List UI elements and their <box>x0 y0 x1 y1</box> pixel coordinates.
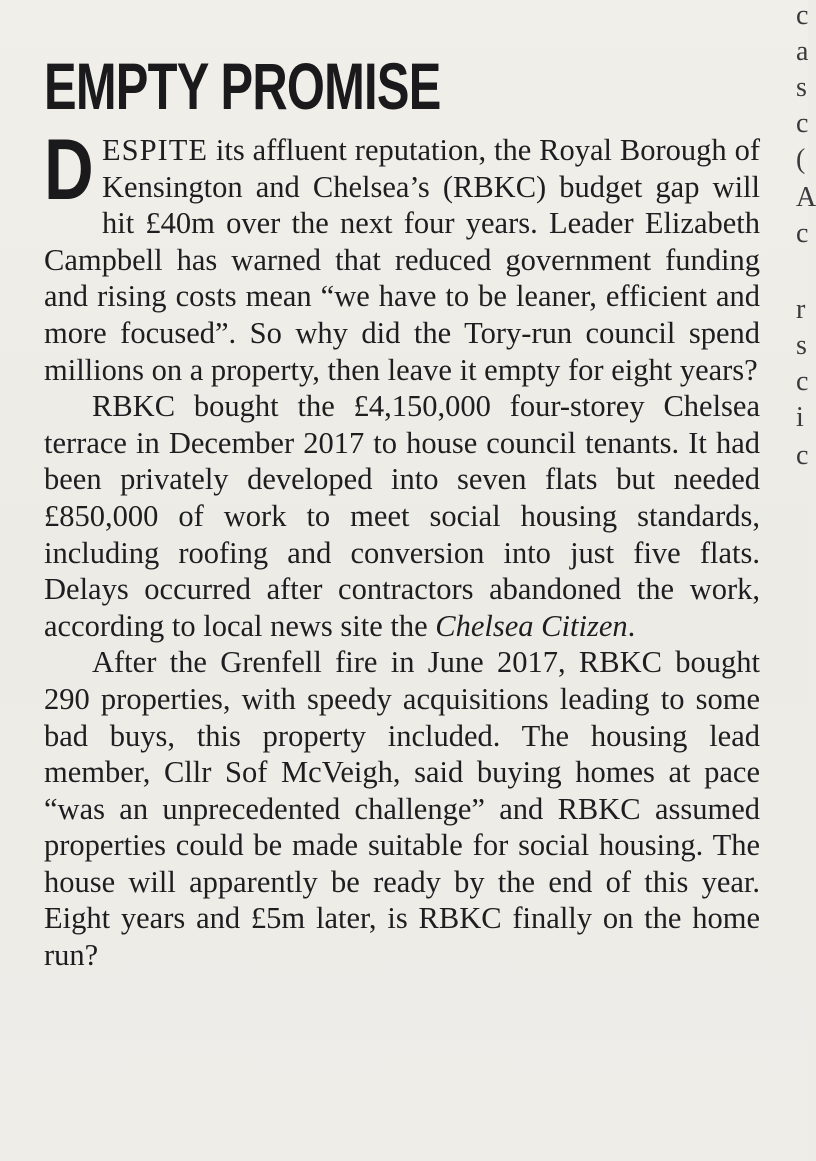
adjacent-fragment: c <box>796 366 809 397</box>
paragraph-1 <box>44 122 760 388</box>
adjacent-fragment: c <box>796 0 809 31</box>
paragraph-3-text: After the Grenfell fire in June 2017, RBKC bought 290 properties, with speedy acquisitions leading to some bad buys, this property included. The housing lead member, Cllr Sof McVeigh, said buying homes at pace “was an unprecedented challenge” and RBKC assumed properties could be made suitable for social housing. The house will apparently be ready by the end of this year. Eight years and £5m later, is RBKC finally on the home run? <box>44 645 760 973</box>
article <box>44 40 760 1140</box>
adjacent-fragment: c <box>796 108 809 139</box>
adjacent-fragment: i <box>796 402 804 433</box>
adjacent-fragment: c <box>796 440 809 471</box>
adjacent-column-edge <box>790 0 816 820</box>
adjacent-fragment: s <box>796 72 807 103</box>
source-name: Chelsea Citizen <box>435 608 628 643</box>
paragraph-1-text: its affluent reputation, the Royal Borough of Kensington and Chelsea’s (RBKC) budget gap will hit £40m over the next four years. Leader Elizabeth Campbell has warned that reduced government funding and rising costs mean “we have to be leaner, efficient and more focused”. So why did the Tory-run council spend millions on a property, then leave it empty for eight years? <box>44 133 760 387</box>
adjacent-fragment: r <box>796 294 806 325</box>
paragraph-2-text: RBKC bought the £4,150,000 four-storey Chelsea terrace in December 2017 to house council tenants. It had been privately developed into seven flats but needed £850,000 of work to meet social housing standards, including roofing and conversion into just five flats. Delays occurred after contractors abandoned the work, according to local news site the <box>44 389 760 643</box>
paragraph-3 <box>44 644 760 973</box>
drop-cap: D <box>44 122 94 218</box>
paragraph-2 <box>44 388 760 644</box>
article-headline: EMPTY PROMISE <box>44 49 441 123</box>
adjacent-fragment: ( <box>796 144 806 175</box>
article-body <box>44 122 760 974</box>
adjacent-fragment: c <box>796 218 809 249</box>
adjacent-fragment: s <box>796 330 807 361</box>
paragraph-1-lead: ESPITE <box>102 133 208 167</box>
adjacent-fragment: a <box>796 36 809 67</box>
adjacent-fragment: A <box>796 182 816 213</box>
paragraph-2-end: . <box>627 608 636 643</box>
